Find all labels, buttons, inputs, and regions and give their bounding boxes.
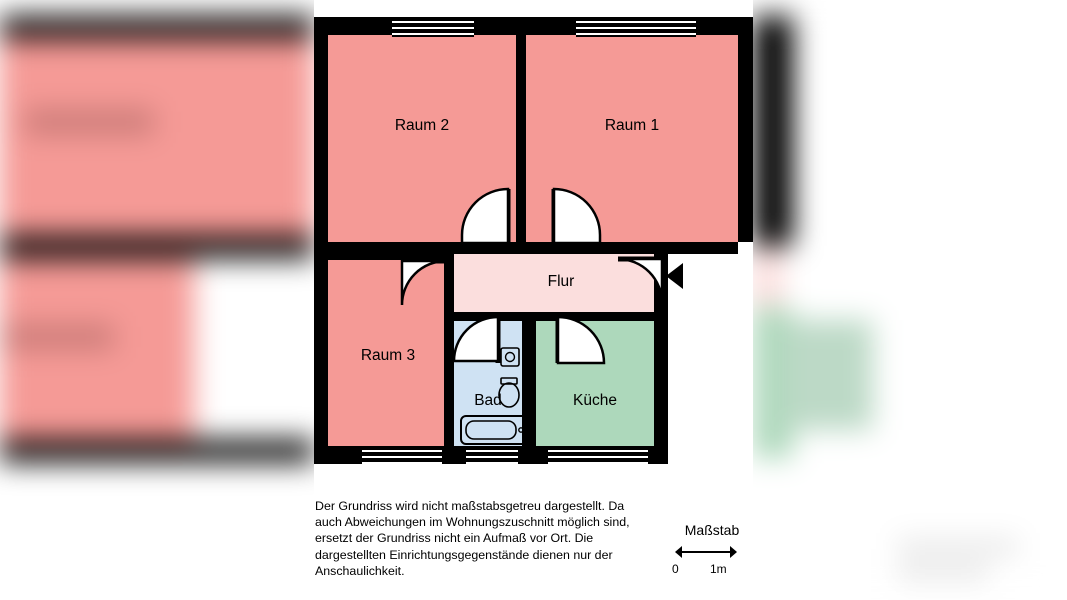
label-bad: Bad: [474, 392, 502, 409]
floorplan-footer: [314, 494, 753, 600]
floorplan-walls-and-rooms: [314, 17, 753, 464]
window-kueche-bottom: [548, 446, 648, 464]
wall-right-of-kueche: [654, 312, 668, 446]
disclaimer-text: Der Grundriss wird nicht maßstabsgetreu dargestellt. Da auch Abweichungen im Wohnungszuschnitt möglich sind, ersetzt der Grundriss nicht ein Aufmaß vor Ort. Die dargestellten Einrichtungsgegenstände dienen nur der Anschaulichkeit.: [315, 499, 630, 578]
label-flur: Flur: [547, 273, 575, 290]
entrance-arrow-icon: [666, 263, 683, 289]
door-raum-2: [462, 189, 518, 247]
scale-tick-start: 0: [672, 562, 679, 576]
background-blur-right: [753, 0, 1067, 600]
scale-tick-end: 1m: [710, 562, 727, 576]
label-raum-1: Raum 1: [604, 117, 660, 134]
door-raum-3: [402, 257, 452, 313]
label-raum-3: Raum 3: [360, 347, 416, 364]
door-raum-1: [546, 189, 602, 247]
scale-title: Maßstab: [684, 522, 740, 538]
sink-icon: [500, 347, 522, 374]
door-bad: [454, 317, 504, 369]
window-raum-2-top: [392, 17, 474, 37]
label-kueche: Küche: [573, 392, 617, 409]
wall-under-top-rooms: [328, 242, 738, 254]
scale-bar-icon: [675, 546, 737, 558]
scale-indicator: [672, 522, 752, 576]
label-raum-2: Raum 2: [394, 117, 450, 134]
window-raum-1-top: [576, 17, 696, 37]
bathtub-icon: [460, 415, 528, 450]
window-raum-3-bottom: [362, 446, 442, 464]
door-kueche: [554, 317, 608, 369]
background-blur-left: [0, 0, 314, 600]
